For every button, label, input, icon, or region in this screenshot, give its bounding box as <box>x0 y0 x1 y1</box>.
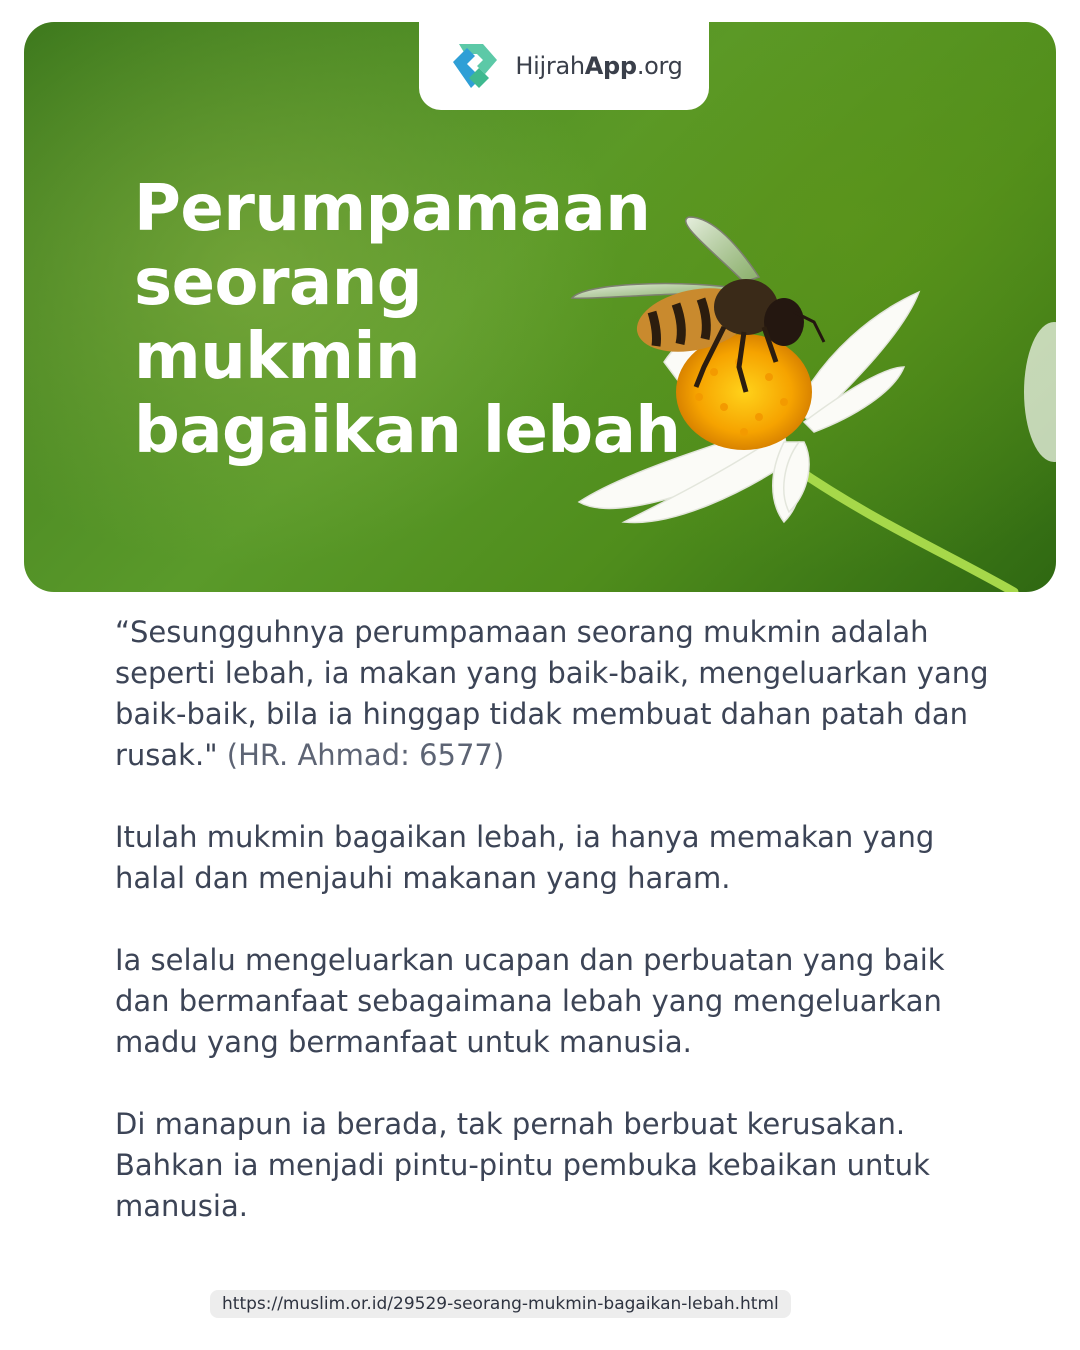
hero-banner <box>24 22 1056 592</box>
quote-reference: (HR. Ahmad: 6577) <box>226 738 505 772</box>
hijrahapp-logo-icon <box>445 36 505 96</box>
quote-text: “Sesungguhnya perumpamaan seorang mukmin adalah seperti lebah, ia makan yang baik-baik, mengeluarkan yang baik-baik, bila ia hinggap tidak membuat dahan patah dan rusak." <box>115 615 989 772</box>
hadith-quote <box>115 612 995 776</box>
brand-name <box>515 52 682 80</box>
brand-name-part2: App <box>584 52 637 80</box>
source-link[interactable]: https://muslim.or.id/29529-seorang-mukmin-bagaikan-lebah.html <box>210 1290 791 1318</box>
brand-name-part3: .org <box>636 52 683 80</box>
article-body <box>115 612 995 1227</box>
paragraph-3: Ia selalu mengeluarkan ucapan dan perbuatan yang baik dan bermanfaat sebagaimana lebah yang mengeluarkan madu yang bermanfaat untuk manusia. <box>115 943 945 1059</box>
paragraph-4: Di manapun ia berada, tak pernah berbuat kerusakan. Bahkan ia menjadi pintu-pintu pembuka kebaikan untuk manusia. <box>115 1107 930 1223</box>
page-title: Perumpamaan seorang mukmin bagaikan lebah <box>134 172 681 468</box>
brand-logo[interactable] <box>419 22 709 110</box>
brand-name-part1: Hijrah <box>515 52 585 80</box>
paragraph-2: Itulah mukmin bagaikan lebah, ia hanya memakan yang halal dan menjauhi makanan yang haram. <box>115 820 935 895</box>
